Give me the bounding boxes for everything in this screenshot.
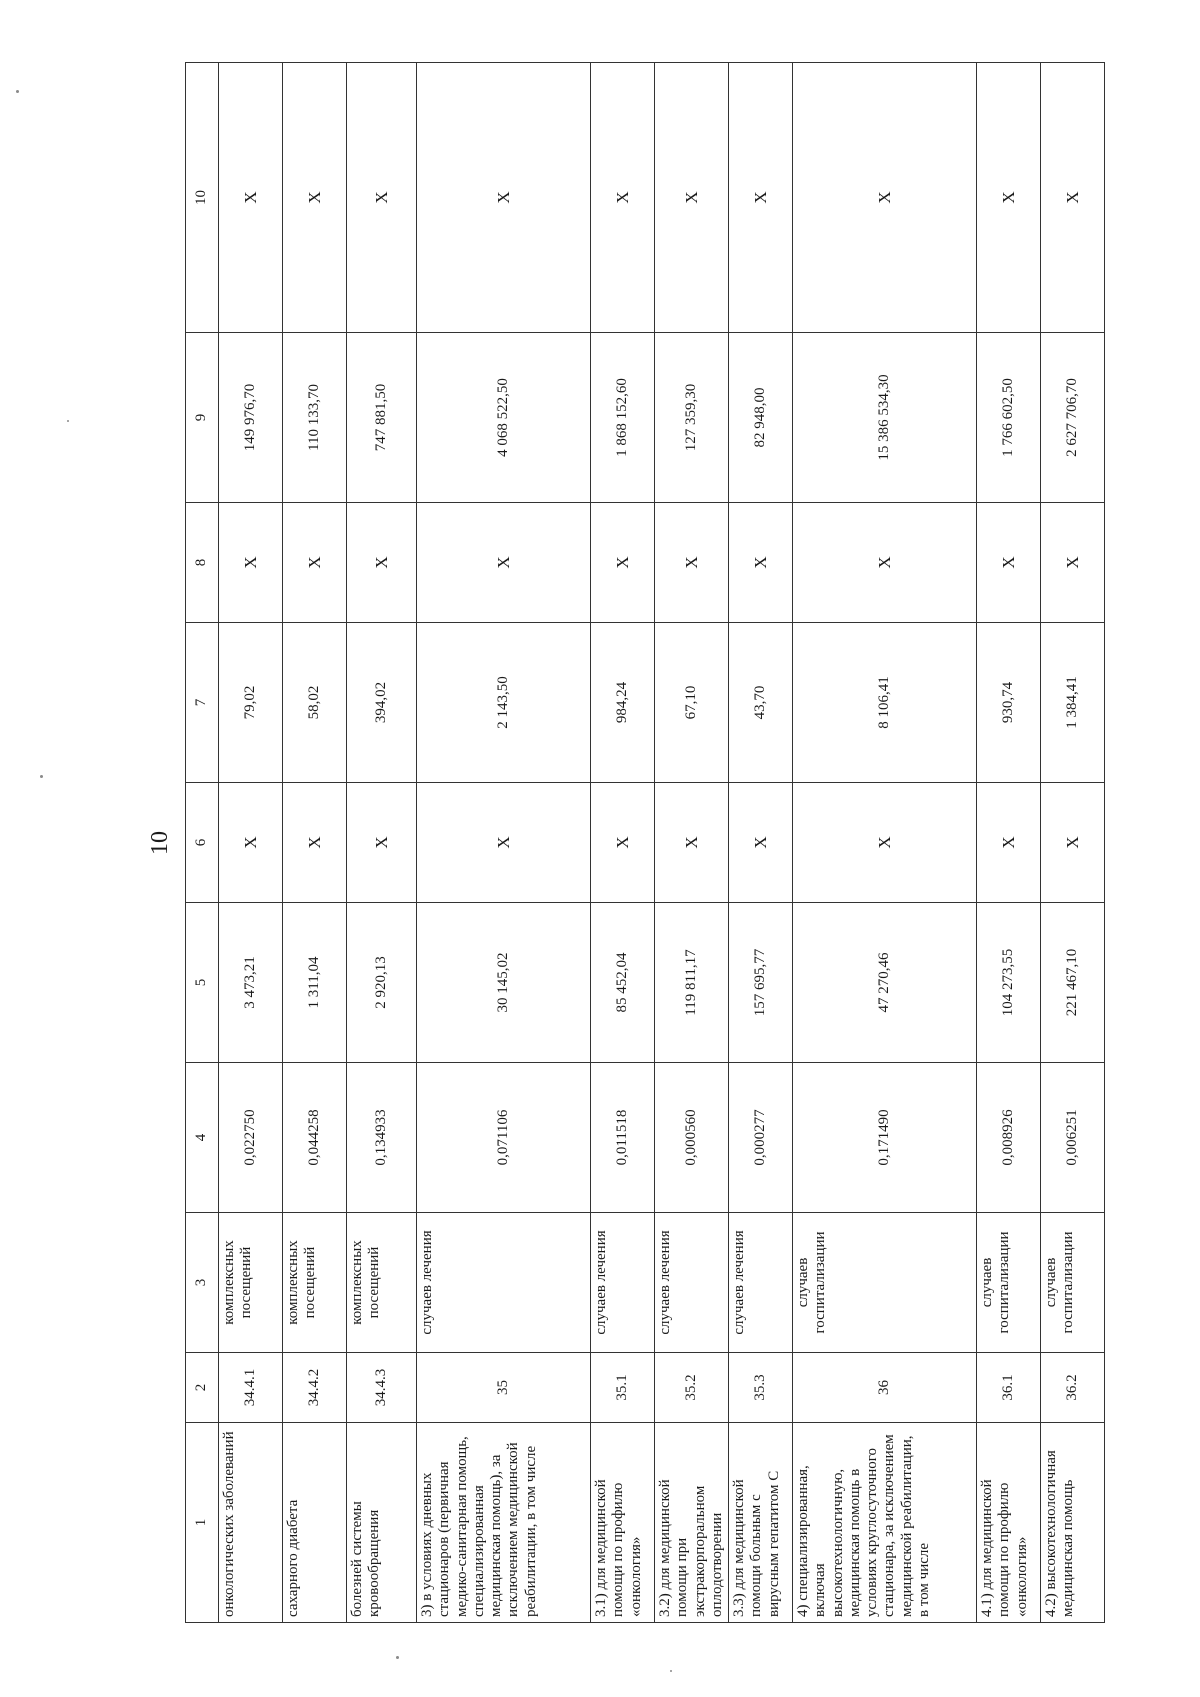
table-cell-col-4: 0,071106 [417, 1063, 591, 1213]
table-cell-col-4: 0,006251 [1041, 1063, 1105, 1213]
table-cell-col-2: 36 [793, 1353, 977, 1423]
table-cell-col-7: 1 384,41 [1041, 623, 1105, 783]
scan-speck [67, 420, 69, 422]
table-row [977, 63, 1041, 1623]
table-row [655, 63, 729, 1623]
table-cell-col-8: X [655, 503, 729, 623]
column-header: 1 [186, 1423, 219, 1623]
tariff-table [185, 62, 1105, 1623]
column-header: 9 [186, 333, 219, 503]
table-cell-col-6: X [219, 783, 283, 903]
table-cell-col-5: 1 311,04 [283, 903, 347, 1063]
table-cell-col-10: X [655, 63, 729, 333]
table-cell-col-1: 4.1) для медицинской помощи по профилю «онкология» [977, 1423, 1041, 1623]
table-cell-col-9: 4 068 522,50 [417, 333, 591, 503]
table-cell-col-8: X [219, 503, 283, 623]
table-cell-col-3: комплексных посещений [347, 1213, 417, 1353]
table-cell-col-3: случаев госпитализации [793, 1213, 977, 1353]
table-cell-col-9: 110 133,70 [283, 333, 347, 503]
table-row [417, 63, 591, 1623]
table-cell-col-10: X [1041, 63, 1105, 333]
table-cell-col-3: случаев госпитализации [977, 1213, 1041, 1353]
table-cell-col-6: X [793, 783, 977, 903]
table-cell-col-1: сахарного диабета [283, 1423, 347, 1623]
table-cell-col-9: 2 627 706,70 [1041, 333, 1105, 503]
column-header: 10 [186, 63, 219, 333]
table-cell-col-6: X [283, 783, 347, 903]
table-cell-col-1: 4.2) высокотехнологичная медицинская помощь [1041, 1423, 1105, 1623]
table-cell-col-9: 149 976,70 [219, 333, 283, 503]
table-cell-col-5: 119 811,17 [655, 903, 729, 1063]
table-row [219, 63, 283, 1623]
column-header: 7 [186, 623, 219, 783]
table-cell-col-4: 0,044258 [283, 1063, 347, 1213]
table-cell-col-8: X [283, 503, 347, 623]
table-cell-col-1: 4) специализированная, включая высокотехнологичную, медицинская помощь в условиях круглосуточного стационара, за исключением медицинской реабилитации, в том числе [793, 1423, 977, 1623]
page-number: 10 [147, 831, 173, 855]
column-header: 3 [186, 1213, 219, 1353]
table-cell-col-8: X [417, 503, 591, 623]
table-cell-col-1: 3) в условиях дневных стационаров (первичная медико-санитарная помощь, специализированная медицинская помощь), за исключением медицинской реабилитации, в том числе [417, 1423, 591, 1623]
table-cell-col-4: 0,134933 [347, 1063, 417, 1213]
table-cell-col-7: 8 106,41 [793, 623, 977, 783]
table-cell-col-6: X [347, 783, 417, 903]
table-cell-col-5: 3 473,21 [219, 903, 283, 1063]
table-cell-col-2: 35.1 [591, 1353, 655, 1423]
table-cell-col-5: 104 273,55 [977, 903, 1041, 1063]
table-cell-col-7: 58,02 [283, 623, 347, 783]
table-cell-col-7: 2 143,50 [417, 623, 591, 783]
table-cell-col-2: 34.4.2 [283, 1353, 347, 1423]
table-cell-col-3: случаев госпитализации [1041, 1213, 1105, 1353]
table-cell-col-6: X [655, 783, 729, 903]
table-cell-col-2: 35.2 [655, 1353, 729, 1423]
table-cell-col-3: комплексных посещений [219, 1213, 283, 1353]
table-cell-col-4: 0,171490 [793, 1063, 977, 1213]
table-cell-col-10: X [793, 63, 977, 333]
table-cell-col-10: X [729, 63, 793, 333]
table-cell-col-5: 30 145,02 [417, 903, 591, 1063]
table-cell-col-9: 82 948,00 [729, 333, 793, 503]
table-cell-col-6: X [1041, 783, 1105, 903]
table-cell-col-9: 15 386 534,30 [793, 333, 977, 503]
table-cell-col-9: 1 766 602,50 [977, 333, 1041, 503]
table-cell-col-3: случаев лечения [591, 1213, 655, 1353]
table-cell-col-7: 394,02 [347, 623, 417, 783]
table-cell-col-8: X [591, 503, 655, 623]
table-cell-col-4: 0,011518 [591, 1063, 655, 1213]
table-cell-col-2: 36.2 [1041, 1353, 1105, 1423]
table-cell-col-9: 747 881,50 [347, 333, 417, 503]
table-cell-col-6: X [729, 783, 793, 903]
table-cell-col-2: 35 [417, 1353, 591, 1423]
table-cell-col-3: случаев лечения [729, 1213, 793, 1353]
column-header: 4 [186, 1063, 219, 1213]
column-header: 2 [186, 1353, 219, 1423]
table-cell-col-4: 0,000560 [655, 1063, 729, 1213]
table-row [1041, 63, 1105, 1623]
table-header-row [186, 63, 219, 1623]
table-cell-col-8: X [347, 503, 417, 623]
scan-speck [16, 90, 19, 93]
table-cell-col-2: 34.4.1 [219, 1353, 283, 1423]
table-cell-col-10: X [347, 63, 417, 333]
table-cell-col-1: 3.2) для медицинской помощи при экстракорпоральном оплодотворении [655, 1423, 729, 1623]
table-cell-col-5: 2 920,13 [347, 903, 417, 1063]
table-body [219, 63, 1105, 1623]
table-row [347, 63, 417, 1623]
table-row [729, 63, 793, 1623]
table-cell-col-6: X [591, 783, 655, 903]
table-cell-col-7: 43,70 [729, 623, 793, 783]
table-cell-col-10: X [591, 63, 655, 333]
table-cell-col-7: 984,24 [591, 623, 655, 783]
table-cell-col-8: X [729, 503, 793, 623]
scan-speck [40, 775, 43, 778]
table-cell-col-8: X [977, 503, 1041, 623]
column-header: 5 [186, 903, 219, 1063]
table-cell-col-2: 35.3 [729, 1353, 793, 1423]
rotated-sheet [140, 63, 1140, 1623]
table-cell-col-4: 0,008926 [977, 1063, 1041, 1213]
table-cell-col-3: комплексных посещений [283, 1213, 347, 1353]
scan-speck [670, 1670, 672, 1672]
column-header: 6 [186, 783, 219, 903]
table-row [591, 63, 655, 1623]
table-cell-col-10: X [977, 63, 1041, 333]
column-header: 8 [186, 503, 219, 623]
table-cell-col-7: 67,10 [655, 623, 729, 783]
table-cell-col-3: случаев лечения [417, 1213, 591, 1353]
table-cell-col-9: 1 868 152,60 [591, 333, 655, 503]
table-cell-col-10: X [417, 63, 591, 333]
table-cell-col-1: 3.3) для медицинской помощи больным с вирусным гепатитом С [729, 1423, 793, 1623]
scan-speck [396, 1656, 399, 1659]
table-cell-col-4: 0,000277 [729, 1063, 793, 1213]
table-cell-col-10: X [283, 63, 347, 333]
table-cell-col-3: случаев лечения [655, 1213, 729, 1353]
table-cell-col-1: 3.1) для медицинской помощи по профилю «онкология» [591, 1423, 655, 1623]
table-cell-col-7: 930,74 [977, 623, 1041, 783]
table-cell-col-9: 127 359,30 [655, 333, 729, 503]
table-cell-col-5: 157 695,77 [729, 903, 793, 1063]
table-row [283, 63, 347, 1623]
table-cell-col-6: X [417, 783, 591, 903]
table-cell-col-7: 79,02 [219, 623, 283, 783]
table-cell-col-2: 36.1 [977, 1353, 1041, 1423]
table-cell-col-8: X [1041, 503, 1105, 623]
table-cell-col-5: 47 270,46 [793, 903, 977, 1063]
table-cell-col-1: онкологических заболеваний [219, 1423, 283, 1623]
table-cell-col-5: 85 452,04 [591, 903, 655, 1063]
table-cell-col-10: X [219, 63, 283, 333]
table-cell-col-6: X [977, 783, 1041, 903]
table-cell-col-5: 221 467,10 [1041, 903, 1105, 1063]
table-cell-col-2: 34.4.3 [347, 1353, 417, 1423]
table-cell-col-8: X [793, 503, 977, 623]
table-cell-col-1: болезней системы кровообращения [347, 1423, 417, 1623]
table-row [793, 63, 977, 1623]
table-cell-col-4: 0,022750 [219, 1063, 283, 1213]
